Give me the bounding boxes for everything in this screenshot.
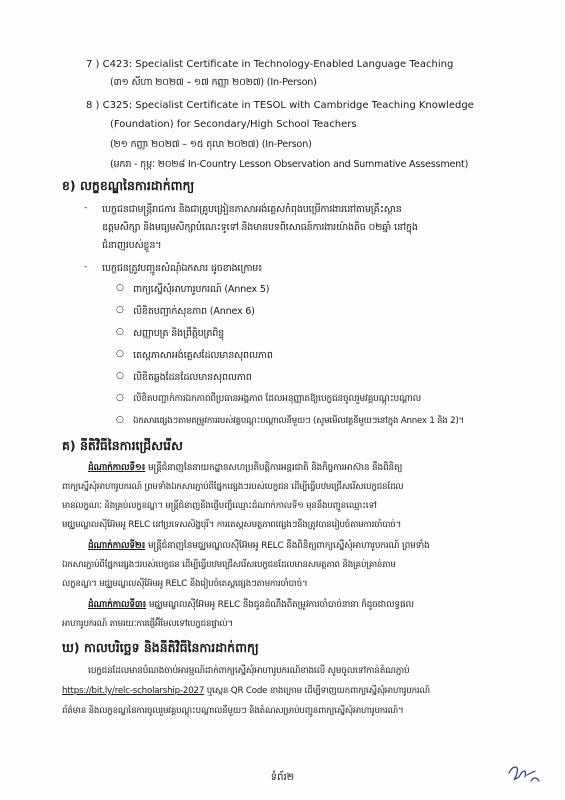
item-8-dates: (២១ កញ្ញា ២០២៧ – ១៥ តុលា ២០២៧) (In-Person) xyxy=(110,139,312,150)
stage-3-text-2: អាហារូបករណ៍ តាមរយៈការផ្ញើអ៊ីមែលទៅបេក្ខជនផ្ទាល់។ xyxy=(62,619,233,629)
application-text-3: ព័ត៌មាន និងលក្ខខណ្ឌនៃការចូលរួមវគ្គបណ្តុះបណ្តាលនីមួយៗ និងតំណសម្រាប់បញ្ជូនពាក្យស្នើសុំអាហារូបករណ៍។ xyxy=(62,706,404,716)
circle-bullet-icon: ○ xyxy=(116,283,124,293)
item-7-dates: (៣១ សីហា ២០២៧ – ១៧ កញ្ញា ២០២៧) (In-Person) xyxy=(110,77,317,88)
stage-2-text-1: ដំណាក់កាលទី២៖ មន្ត្រីជំនាញនៃមជ្ឈមណ្ឌលស៊ីអ៊ែមអូ RELC នឹងពិនិត្យពាក្យស្នើសុំអាហារូបករណ៍ ព្រមទាំង xyxy=(88,541,430,551)
document-item: ពាក្យស្នើសុំអាហារូបករណ៍ (Annex 5) xyxy=(133,284,270,295)
item-8-title: 8 ) C325: Specialist Certificate in TESOL with Cambridge Teaching Knowledge xyxy=(86,100,474,111)
dash-bullet: - xyxy=(84,203,88,213)
criteria-text-3: ជំនាញរបស់ខ្លួន។ xyxy=(102,240,162,251)
stage-3-label: ដំណាក់កាលទី៣៖ xyxy=(88,600,147,610)
circle-bullet-icon: ○ xyxy=(116,349,124,359)
section-heading-dates: ឃ) កាលបរិច្ឆេទ និងនីតិវិធីនៃការដាក់ពាក្យ xyxy=(62,640,259,655)
section-heading-criteria: ខ) លក្ខខណ្ឌនៃការដាក់ពាក្យ xyxy=(62,178,195,193)
application-text-2: https://bit.ly/relc-scholarship-2027 ឬស្កេន QR Code ខាងក្រោម ដើម្បីទាញយកពាក្យស្នើសុំអាហារូបករណ៍ xyxy=(62,686,430,696)
dash-bullet: - xyxy=(84,262,88,272)
application-text-1: បេក្ខជនដែលមានបំណងចាប់អារម្មណ៍ដាក់ពាក្យស្នើសុំអាហារូបករណ៍ខាងលើ សូមចូលទៅកាន់តំណភ្ជាប់ xyxy=(88,666,410,676)
circle-bullet-icon: ○ xyxy=(116,393,124,403)
circle-bullet-icon: ○ xyxy=(116,327,124,337)
document-item: តេស្តភាសាអង់គ្លេសដែលមានសុពលភាព xyxy=(133,350,273,361)
item-7-title: 7 ) C423: Specialist Certificate in Technology-Enabled Language Teaching xyxy=(86,59,454,70)
stage-2-text-2: ឯកសារភ្ជាប់ពីផ្នែកផ្សេងៗរបស់បេក្ខជន ដើម្បីធ្វើបឋមជ្រើសរើសបេក្ខជនដែលមានសមត្ថភាព និងគ្រប់គ្រាន់តាម xyxy=(62,560,396,570)
handwritten-initials-icon xyxy=(505,759,545,787)
stage-1-text-2: ពាក្យស្នើសុំអាហារូបករណ៍ ព្រមទាំងឯកសារភ្ជាប់ពីផ្នែកផ្សេងៗរបស់បេក្ខជន ដើម្បីធ្វើបឋមជ្រើសរើសបេក្ខជនដែល xyxy=(62,482,404,492)
scholarship-link[interactable]: https://bit.ly/relc-scholarship-2027 xyxy=(62,686,205,696)
stage-2-label: ដំណាក់កាលទី២៖ xyxy=(88,541,146,551)
document-item: លិខិតបញ្ជាក់ការឯកភាពពីប្រធានអង្គភាព ដែលអនុញ្ញាតឱ្យបេក្ខជនចូលរួមវគ្គបណ្តុះបណ្តាល xyxy=(133,394,421,404)
circle-bullet-icon: ○ xyxy=(116,305,124,315)
documents-intro: បេក្ខជនត្រូវបញ្ជូនសំណុំឯកសារ ដូចខាងក្រោម៖ xyxy=(102,263,263,274)
stage-2-text-3: លក្ខខណ្ឌ។ មជ្ឈមណ្ឌលស៊ីអ៊ែមអូ RELC នឹងរៀបចំតេស្តផ្សេងៗតាមការចាំបាច់។ xyxy=(62,579,308,589)
stage-1-text-3: មានលក្ខណៈ និងគ្រប់លក្ខខណ្ឌ។ មន្ត្រីជំនាញនឹងផ្ញើបញ្ជីឈ្មោះដំណាក់កាលទី១ មុននឹងបញ្ជូនឈ្មោះទៅ xyxy=(62,501,377,511)
stage-1-text-1: ដំណាក់កាលទី១៖ មន្ត្រីជំនាញនៃនាយកដ្ឋានសហប្រតិបត្តិការអន្តរជាតិ និងកិច្ចការអាស៊ាន នឹងពិនិត្យ xyxy=(88,463,403,473)
section-heading-selection: គ) នីតិវិធីនៃការជ្រើសរើស xyxy=(62,438,183,453)
circle-bullet-icon: ○ xyxy=(116,371,124,381)
criteria-text-1: បេក្ខជនជាមន្ត្រីរាជការ និងជាគ្រូបង្រៀនភាសាអង់គ្លេសកំពុងបម្រើការងារនៅតាមគ្រឹះស្ថាន xyxy=(102,204,402,215)
criteria-text-2: ឧត្តមសិក្សា និងមធ្យមសិក្សាបំណេះទូទៅ និងមានបទពិសោធន៍ការងារយ៉ាងតិច ០២ឆ្នាំ នៅក្នុង xyxy=(102,222,418,233)
document-item: លិខិតបញ្ជាក់សុខភាព (Annex 6) xyxy=(133,306,255,317)
stage-3-text-1: ដំណាក់កាលទី៣៖ មជ្ឈមណ្ឌលស៊ីអ៊ែមអូ RELC នឹងជូនដំណឹងពីតម្រូវការចាំបាច់នានា ក៏ដូចជាលទ្ធផល xyxy=(88,600,414,610)
document-item: សញ្ញាបត្រ និងព្រឹត្តិបត្រពិន្ទុ xyxy=(133,328,225,339)
document-item: លិខិតឆ្លងដែនដែលមានសុពលភាព xyxy=(133,372,252,383)
circle-bullet-icon: ○ xyxy=(116,415,124,425)
document-item: ឯកសារផ្សេងៗតាមតម្រូវការរបស់វគ្គបណ្តុះបណ្តាលនីមួយៗ (សូមមើលវគ្គនីមួយៗនៅក្នុង Annex 1 និង 2)។ xyxy=(133,416,465,426)
item-8-title-cont: (Foundation) for Secondary/High School Teachers xyxy=(110,119,357,130)
page-number: ទំព័រ២ xyxy=(270,772,295,783)
stage-1-label: ដំណាក់កាលទី១៖ xyxy=(88,463,146,473)
item-8-observation: (មករា - កុម្ភៈ ២០២៨ In-Country Lesson Observation and Summative Assessment) xyxy=(110,159,469,170)
stage-1-text-4: មជ្ឈមណ្ឌលស៊ីអ៊ែមអូ RELC នៅប្រទេសសិង្ហបុរី។ ការតេស្តសមត្ថភាពផ្សេងៗនឹងត្រូវបានរៀបចំតាមការចាំបាច់។ xyxy=(62,520,402,530)
